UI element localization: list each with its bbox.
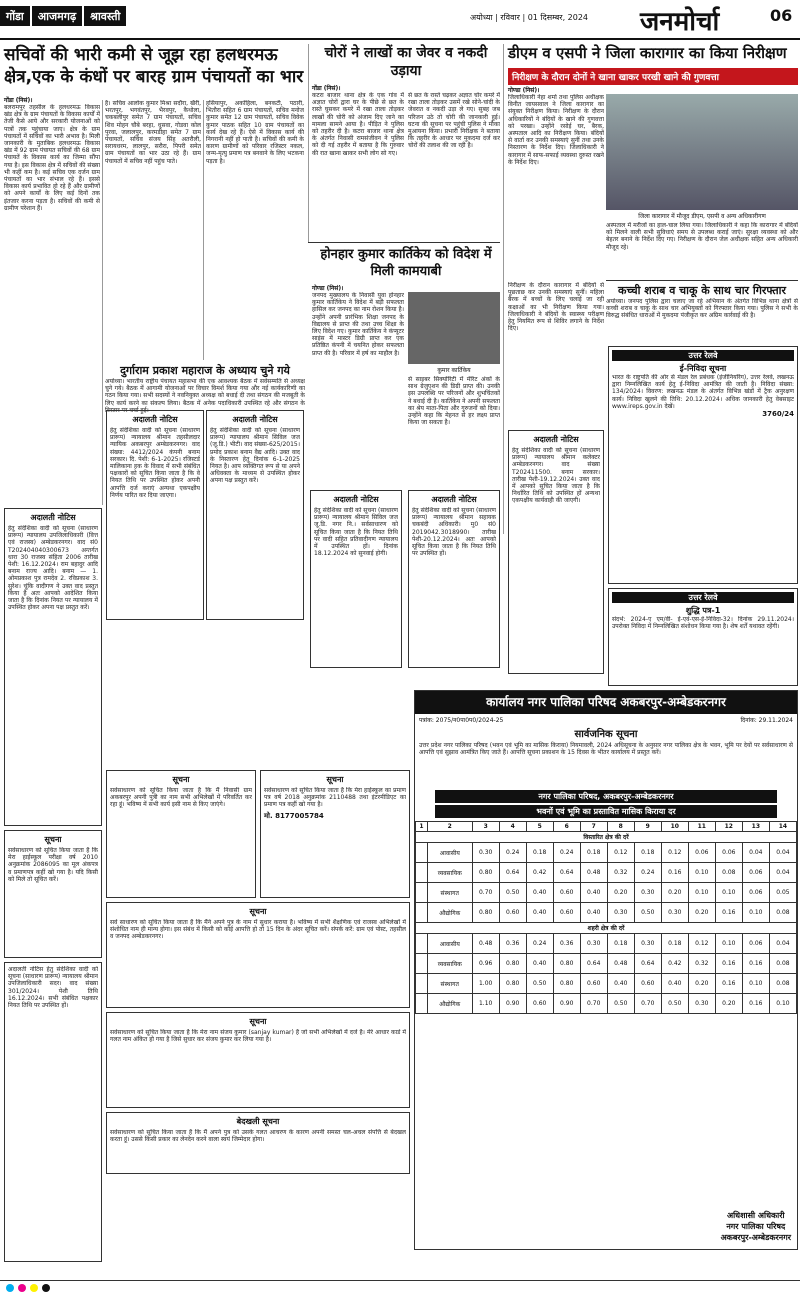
column-number: 14 xyxy=(769,822,796,832)
court-notice-4-title: अदालती नोटिस xyxy=(333,495,379,504)
eviction-notice: बेदखली सूचना सर्वसाधारण को सूचित किया जाता है कि मैं अपने पुत्र को उसके गलत आचरण के कारण अपनी समस्त चल-अचल संपत्ति से बेदखल करता हूं। उससे किसी प्रकार का लेनदेन करने वाला स्वयं जिम्मेदार होगा। xyxy=(106,1112,410,1174)
rate-cell: 0.16 xyxy=(715,974,742,994)
rate-cell: 0.24 xyxy=(634,863,661,883)
rate-cell: 0.42 xyxy=(661,954,688,974)
rate-cell: 0.16 xyxy=(661,863,688,883)
rate-table-title-1: नगर पालिका परिषद, अकबरपुर-अम्बेडकरनगर xyxy=(435,790,777,803)
rate-cell: 0.08 xyxy=(769,903,796,923)
story2-body-2: से साइबर सिक्योरिटी में मेरिट अंकों के साथ ग्रेजुएशन की डिग्री प्राप्त की। उनकी इस उपलब्धि पर परिजनों और शुभचिंतकों ने बधाई दी है। कार्तिकेय ने अपनी सफलता का श्रेय माता-पिता और गुरुजनों को दिया। उन्होंने कहा कि मेहनत से हर लक्ष्य प्राप्त किया जा सकता है। xyxy=(408,376,500,427)
signatory xyxy=(721,1210,791,1243)
rate-cell: 0.18 xyxy=(580,843,607,863)
court-notice-4: अदालती नोटिस हेतु संदेशिका वादी को सूचना (साधारण प्रारूप) न्यायालय श्रीमान सिविल जज जू.डि. नगर नि.। सर्वसाधारण को सूचित किया जाता है कि नियत तिथि पर वादी सहित प्रतिवादीगण न्यायालय में उपस्थित हों। दिनांक 18.12.2024 को सुनवाई होगी। xyxy=(310,490,402,668)
rate-cell: 0.60 xyxy=(634,974,661,994)
rate-cell: 0.64 xyxy=(634,954,661,974)
tab-azamgarh[interactable]: आजमगढ़ xyxy=(32,6,82,26)
court-notice-2-title: अदालती नोटिस xyxy=(132,415,178,424)
rate-cell: 0.12 xyxy=(688,934,715,954)
lead-story-body: बलरामपुर तहसील के हलधरमऊ विकास खंड क्षेत्र के ग्राम पंचायतों के विकास कार्यों में तेजी कैसे आये और सरकारी योजनाओं को पात्रों तक पहुंचाया जाए। क्षेत्र के ग्राम पंचायतों में सचिवों का भारी अभाव है। मिली जानकारी के मुताबिक हलधरमऊ विकास खंड में 92 ग्राम पंचायत सचिवों की 68 ग्राम पंचायतें के विकास कार्य का जिम्मा सौंपा गया है। इस विकास क्षेत्र में सचिवों की संख्या भी कहीं कम है। कई सचिव एक दर्जन ग्राम पंचायतों का भार संभाल रहे हैं। इससे विकास कार्य प्रभावित हो रहे हैं और ग्रामीणों को अपने कार्यों के लिए कई दिनों तक इंतजार करना पड़ता है। सचिवों की कमी से ग्रामीण परेशान हैं। xyxy=(4,104,100,212)
signatory-line-1: अधिशासी अधिकारी xyxy=(727,1211,785,1220)
tab-shravasti[interactable]: श्रावस्ती xyxy=(84,6,126,26)
rate-cell: 0.50 xyxy=(661,994,688,1014)
public-notice-5-title: सूचना xyxy=(249,1017,267,1026)
dm-story-body-3: निरीक्षण के दौरान कारागार में बंदियों से पूछताछ कर उनकी समस्याएं सुनीं। महिला बैरक में बच्चों के लिए चलाई जा रही कक्षाओं का भी निरीक्षण किया गया। जिलाधिकारी ने बंदियों के स्वास्थ्य परीक्षण हेतु नियमित रूप से शिविर लगाने के निर्देश दिए। xyxy=(508,282,604,333)
rate-cell: 0.20 xyxy=(661,883,688,903)
court-notice-lower: अदालती नोटिस हेतु संदेशिका वादी को सूचना (साधारण प्रारूप) न्यायालय श्रीमान उपजिलाधिकारी सदर। वाद संख्या 301/2024। पेशी तिथि 16.12.2024। सभी संबंधित पक्षकार नियत तिथि पर उपस्थित हों। xyxy=(4,962,102,1262)
rate-cell: 0.60 xyxy=(553,883,580,903)
public-notice-4-title: सूचना xyxy=(249,907,267,916)
column-number: 5 xyxy=(526,822,553,832)
dm-story-byline: गोण्डा (निसं)। xyxy=(508,87,540,94)
rate-table-title-2: भवनों एवं भूमि का प्रस्तावित मासिक किराया दर xyxy=(435,805,777,818)
usage-type-cell: संस्थागत xyxy=(427,974,472,994)
dm-story-headline: डीएम व एसपी ने जिला कारागार का किया निरीक्षण xyxy=(508,44,787,62)
rate-cell: 0.48 xyxy=(607,954,634,974)
public-notice-heading: सार्वजनिक सूचना xyxy=(574,729,638,740)
rate-cell: 0.04 xyxy=(769,934,796,954)
story3-headline: कच्ची शराब व चाकू के साथ चार गिरफ्तार xyxy=(618,284,786,297)
table-row xyxy=(416,934,797,954)
rate-cell: 0.50 xyxy=(634,903,661,923)
table-row xyxy=(416,883,797,903)
signatory-line-3: अकबरपुर-अम्बेडकरनगर xyxy=(720,1233,791,1242)
nagar-palika-title: कार्यालय नगर पालिका परिषद अकबरपुर-अम्बेडकरनगर xyxy=(415,691,797,714)
rate-cell: 0.40 xyxy=(607,974,634,994)
story-theft-body-2: से छत के रास्ते चढ़कर अज्ञात चोर कमरे में रखा ताला तोड़कर उसमें रखे सोने-चांदी के जेवरात व नकदी उड़ा ले गए। सुबह जब परिजन उठे तो चोरी की जानकारी हुई। घटना की सूचना पर पहुंची पुलिस ने मौका मुआयना किया। प्रभारी निरीक्षक ने बताया कि तहरीर के आधार पर मुकदमा दर्ज कर चोरों की तलाश की जा रही है। xyxy=(408,92,500,150)
rate-section-1: विस्तारित क्षेत्र की दरें xyxy=(416,832,797,843)
rate-cell: 0.40 xyxy=(526,883,553,903)
area-cell xyxy=(416,994,428,1014)
table-row xyxy=(416,974,797,994)
rate-cell: 0.10 xyxy=(742,974,769,994)
public-notice-3-title: सूचना xyxy=(326,775,344,784)
signatory-line-2: नगर पालिका परिषद xyxy=(726,1222,786,1231)
rate-cell: 0.48 xyxy=(580,863,607,883)
story3-body: अयोध्या। जनपद पुलिस द्वारा चलाए जा रहे अभियान के अंतर्गत विभिन्न थाना क्षेत्रों से कच्ची शराब व चाकू के साथ चार अभियुक्तों को गिरफ्तार किया गया। पुलिस ने सभी के विरुद्ध संबंधित धाराओं में मुकदमा पंजीकृत कर अग्रिम कार्रवाई की है। xyxy=(606,298,798,320)
rate-cell: 0.06 xyxy=(742,934,769,954)
usage-type-cell: संस्थागत xyxy=(427,883,472,903)
district-tabs xyxy=(0,6,126,26)
rate-cell: 0.18 xyxy=(607,934,634,954)
rate-cell: 0.80 xyxy=(499,954,526,974)
table-row xyxy=(416,843,797,863)
rate-cell: 0.30 xyxy=(580,934,607,954)
rate-cell: 0.24 xyxy=(553,843,580,863)
rate-cell: 0.10 xyxy=(715,934,742,954)
rate-cell: 0.16 xyxy=(742,954,769,974)
contact-number: मो. 8177005784 xyxy=(264,811,324,820)
rate-cell: 0.40 xyxy=(661,974,688,994)
rate-cell: 0.30 xyxy=(634,883,661,903)
story-theft-headline: चोरों ने लाखों का जेवर व नकदी उड़ाया xyxy=(324,45,488,79)
rate-cell: 1.10 xyxy=(472,994,499,1014)
area-cell xyxy=(416,903,428,923)
rate-cell: 0.04 xyxy=(769,843,796,863)
nagar-palika-body: उत्तर प्रदेश नगर पालिका परिषद (भवन एवं भूमि का मासिक किराया) नियमावली, 2024 अधिसूचना के अनुसार नगर पालिका क्षेत्र के भवन, भूमि पर देयों पर सर्वसाधारण से आपत्ति एवं सुझाव आमंत्रित किए जाते हैं। आपत्ति सूचना प्रकाशन के 15 दिवस के भीतर कार्यालय में प्रस्तुत करें। xyxy=(419,742,793,757)
dm-story-body: जिलाधिकारी नेहा शर्मा तथा पुलिस अधीक्षक विनीत जायसवाल ने जिला कारागार का संयुक्त निरीक्षण किया। निरीक्षण के दौरान अधिकारियों ने बंदियों के खाने की गुणवत्ता को परखा। उन्होंने रसोई घर, बैरक, अस्पताल आदि का निरीक्षण किया। बंदियों से वार्ता कर उनकी समस्याएं सुनीं तथा उनके निस्तारण के निर्देश दिए। जिलाधिकारी ने कारागार में साफ-सफाई व्यवस्था दुरुस्त रखने के निर्देश दिए। xyxy=(508,94,604,166)
table-row xyxy=(416,903,797,923)
nagar-palika-ad xyxy=(414,690,798,1250)
rate-cell: 0.06 xyxy=(742,883,769,903)
rate-cell: 0.40 xyxy=(526,954,553,974)
portrait-caption: कुमार कार्तिकेय xyxy=(437,367,471,374)
railway-tender-1: उत्तर रेलवे ई-निविदा सूचना भारत के राष्ट्रपति की ओर से मंडल रेल प्रबंधक (इंजीनियरिंग), उत्तर रेलवे, लखनऊ द्वारा निम्नलिखित कार्य हेतु ई-निविदा आमंत्रित की जाती है। निविदा संख्या: 134/2024। विवरण: लखनऊ मंडल के अंतर्गत विभिन्न खंडों में ट्रैक अनुरक्षण कार्य। निविदा खुलने की तिथि: 20.12.2024। अधिक जानकारी हेतु वेबसाइट www.ireps.gov.in देखें। 3760/24 xyxy=(608,346,798,584)
story2-headline: होनहार कुमार कार्तिकेय को विदेश में मिली कामयाबी xyxy=(320,247,492,279)
public-notice-1-title: सूचना xyxy=(44,835,62,844)
rate-cell: 0.06 xyxy=(742,863,769,883)
story4-body: अयोध्या। भारतीय राष्ट्रीय पंचायत महासभा की एक आवश्यक बैठक में सर्वसम्मति से अध्यक्ष चुने गये। बैठक में आगामी योजनाओं पर विचार विमर्श किया गया और नई कार्यकारिणी का गठन किया गया। सभी सदस्यों ने नवनियुक्त अध्यक्ष को बधाई दी तथा संगठन की मजबूती के लिए कार्य करने का संकल्प लिया। बैठक में अनेक पदाधिकारी उपस्थित रहे और संगठन के विस्तार पर चर्चा हुई। xyxy=(105,378,305,414)
public-notice-4: सूचना सर्व साधारण को सूचित किया जाता है कि मैंने अपने पुत्र के नाम में सुधार कराया है। भविष्य में सभी शैक्षणिक एवं राजस्व अभिलेखों में संशोधित नाम ही मान्य होगा। इस संबंध में किसी को कोई आपत्ति हो तो 15 दिन के अंदर सूचित करें। संपर्क करें: ग्राम एवं पोस्ट, तहसील व जनपद अम्बेडकरनगर। xyxy=(106,902,410,1008)
rate-cell: 0.10 xyxy=(715,883,742,903)
rate-cell: 0.70 xyxy=(634,994,661,1014)
rate-cell: 0.16 xyxy=(715,954,742,974)
rate-cell: 0.30 xyxy=(634,934,661,954)
rate-cell: 0.18 xyxy=(526,843,553,863)
rate-cell: 0.40 xyxy=(526,903,553,923)
column-number-row xyxy=(416,822,797,832)
rate-section-2: शहरी क्षेत्र की दरें xyxy=(416,923,797,934)
rate-cell: 0.30 xyxy=(661,903,688,923)
public-notice-3: सूचना सर्वसाधारण को सूचित किया जाता है कि मेरा हाईस्कूल का प्रमाण पत्र वर्ष 2018 अनुक्रमांक 2110488 तथा इंटरमीडिएट का प्रमाण पत्र कहीं खो गया है। मो. 8177005784 xyxy=(260,770,410,898)
portrait-photo xyxy=(408,292,500,364)
court-notice-2: अदालती नोटिस हेतु संदेशिका वादी को सूचना (साधारण प्रारूप) न्यायालय श्रीमान तहसीलदार न्यायिक अकबरपुर अम्बेडकरनगर। वाद संख्या: 4412/2024 कंपनी बनाम सरकार। दि. पेशी: 6-1-2025। रजिस्टर्ड मालिकाना हक के विवाद में सभी संबंधित पक्षकारों को सूचित किया जाता है कि वे नियत तिथि पर उपस्थित होकर अपनी आपत्ति दर्ज कराएं अन्यथा एकपक्षीय निर्णय पारित कर दिया जाएगा। xyxy=(106,410,204,620)
jail-photo-caption: जिला कारागार में मौजूद डीएम, एसपी व अन्य अधिकारीगण xyxy=(638,213,766,220)
public-notice-2-title: सूचना xyxy=(172,775,190,784)
dm-story-deck: निरीक्षण के दौरान दोनों ने खाना खाकर परखी खाने की गुणवत्ता xyxy=(508,68,798,85)
rate-cell: 0.04 xyxy=(742,843,769,863)
court-notice-3: अदालती नोटिस हेतु संदेशिका वादी को सूचना (साधारण प्रारूप) न्यायालय श्रीमान सिविल जज (जू.डि.) भीटी। वाद संख्या-625/2015। प्रमोद प्रकाश बनाम वैद्य आदि। उक्त वाद के निस्तारण हेतु दिनांक 6-1-2025 नियत है। आप व्यक्तिगत रूप से या अपने अधिवक्ता के माध्यम से उपस्थित होकर अपना पक्ष प्रस्तुत करें। xyxy=(206,410,304,620)
rate-cell: 0.20 xyxy=(607,883,634,903)
rate-cell: 0.08 xyxy=(769,974,796,994)
court-notice-3-title: अदालती नोटिस xyxy=(232,415,278,424)
rate-cell: 0.90 xyxy=(499,994,526,1014)
court-notice-1: अदालती नोटिस हेतु संदेशिका वादी को सूचना (साधारण प्रारूप) न्यायालय उपजिलाधिकारी (वित्त एवं राजस्व) अम्बेडकरनगर। वाद सं0 T202404040300673 अन्तर्गत धारा 30 राजस्व संहिता 2006 तारीख पेशी: 16.12.2024। राम बहादुर आदि बनाम राज्य आदि। बनाम — 1. ओमप्रकाश पुत्र रामदेव 2. रविप्रकाश 3. सुरेश। चूंकि वादीगण ने उक्त वाद प्रस्तुत किया है अतः आपको आदेशित किया जाता है कि दिनांक नियत पर न्यायालय में उपस्थित होकर अपना पक्ष प्रस्तुत करें। xyxy=(4,508,102,826)
rate-cell: 0.80 xyxy=(499,974,526,994)
rate-cell: 0.18 xyxy=(661,934,688,954)
column-number: 10 xyxy=(661,822,688,832)
e-tender-number: 3760/24 xyxy=(762,410,794,419)
rate-cell: 0.50 xyxy=(607,994,634,1014)
column-number: 6 xyxy=(553,822,580,832)
public-notice-5: सूचना सर्वसाधारण को सूचित किया जाता है कि मेरा नाम संजय कुमार (sanjay kumar) है जो सभी अभिलेखों में दर्ज है। मेरे आधार कार्ड में गलत नाम अंकित हो गया है जिसे सुधार कर संजय कुमार कर लिया गया है। xyxy=(106,1012,410,1108)
story2-body: जनपद मुख्यालय के निवासी युवा होनहार कुमार कार्तिकेय ने विदेश में बड़ी सफलता हासिल कर जनपद का नाम रोशन किया है। उन्होंने अपनी प्रारंभिक शिक्षा जनपद के विद्यालय से प्राप्त की तथा उच्च शिक्षा के लिए विदेश गए। कुमार कार्तिकेय ने कंप्यूटर साइंस में मास्टर डिग्री प्राप्त कर एक प्रतिष्ठित कंपनी में चयनित होकर सफलता प्राप्त की है। परिवार में हर्ष का माहौल है। xyxy=(312,292,404,357)
rate-cell: 0.18 xyxy=(634,843,661,863)
newspaper-logo: जनमोर्चा xyxy=(640,7,720,37)
rate-cell: 0.80 xyxy=(553,974,580,994)
usage-type-cell: आवासीय xyxy=(427,843,472,863)
court-notice-5: अदालती नोटिस हेतु संदेशिका वादी को सूचना (साधारण प्रारूप) न्यायालय श्रीमान सहायक चकबंदी अधिकारी। मु0 सं0 2019042.3018990। तारीख पेशी-20.12.2024। अतः आपको सूचित किया जाता है कि नियत तिथि पर उपस्थित हों। xyxy=(408,490,500,668)
court-notice-6-title: अदालती नोटिस xyxy=(533,435,579,444)
lead-headline: सचिवों की भारी कमी से जूझ रहा हलधरमऊ क्षेत्र,एक के कंधों पर बारह ग्राम पंचायतों का भार xyxy=(4,45,304,87)
rate-cell: 0.96 xyxy=(472,954,499,974)
usage-type-cell: औद्योगिक xyxy=(427,994,472,1014)
court-notice-1-title: अदालती नोटिस xyxy=(30,513,76,522)
rate-cell: 0.80 xyxy=(553,954,580,974)
rate-cell: 0.64 xyxy=(580,954,607,974)
area-cell xyxy=(416,883,428,903)
rate-cell: 0.04 xyxy=(769,863,796,883)
rate-cell: 0.32 xyxy=(607,863,634,883)
rate-cell: 0.70 xyxy=(472,883,499,903)
area-cell xyxy=(416,954,428,974)
nagar-palika-ref: पत्रांक: 2075/न0पा0प0/2024-25 xyxy=(419,717,504,724)
rate-cell: 0.16 xyxy=(742,994,769,1014)
rate-cell: 0.50 xyxy=(499,883,526,903)
rate-table xyxy=(415,821,797,1014)
table-row xyxy=(416,863,797,883)
column-number: 13 xyxy=(742,822,769,832)
tab-gonda[interactable]: गोंडा xyxy=(0,6,30,26)
railway-tender-2: उत्तर रेलवे शुद्धि पत्र-1 संदर्भ: 2024-ए एम/वी- ई-एवं-एस-ई-निविदा-32। दिनांक 29.11.2024। उपरोक्त निविदा में निम्नलिखित संशोधन किया गया है। शेष शर्तें यथावत रहेंगी। xyxy=(608,588,798,686)
column-number: 12 xyxy=(715,822,742,832)
story-theft-body: कटरा बाजार थाना क्षेत्र के एक गांव में अज्ञात चोरों द्वारा घर के पीछे से छत के रास्ते घुसकर कमरे में रखा ताला तोड़कर लाखों की चोरी को अंजाम दिए जाने का मामला सामने आया है। पीड़ित ने पुलिस को तहरीर दी है। कटरा बाजार थाना क्षेत्र के अंतर्गत निवासी रामसंजीवन ने पुलिस को दी गई तहरीर में बताया है कि गुरुवार की रात खाना खाकर सभी लोग सो गए। xyxy=(312,92,404,157)
public-notice-2: सूचना सर्वसाधारण को सूचित किया जाता है कि मैं निवासी ग्राम अकबरपुर अपनी पुत्री का नाम सभी अभिलेखों में परिवर्तित कर रहा हूं। भविष्य में सभी कार्य इसी नाम से किए जाएंगे। xyxy=(106,770,256,898)
court-notice-6: अदालती नोटिस हेतु संदेशिका वादी को सूचना (साधारण प्रारूप) न्यायालय श्रीमान कलेक्टर अम्बेडकरनगर। वाद संख्या T202411500. बनाम सरकार। तारीख पेशी-19.12.2024। उक्त वाद में आपको सूचित किया जाता है कि निर्धारित तिथि को उपस्थित हों अन्यथा एकपक्षीय कार्यवाही की जाएगी। xyxy=(508,430,604,674)
dm-story-body-2: अस्पताल में मरीजों का हाल-चाल लिया गया। जिलाधिकारी ने कहा कि कारागार में बंदियों को मिलने वाली सभी सुविधाएं समय से उपलब्ध कराई जाएं। सुरक्षा व्यवस्था को और बेहतर बनाने के निर्देश दिए गए। निरीक्षण के दौरान जेल अधीक्षक सहित अन्य अधिकारी मौजूद रहे। xyxy=(606,222,798,251)
masthead xyxy=(0,0,800,40)
usage-type-cell: आवासीय xyxy=(427,934,472,954)
rate-cell: 0.36 xyxy=(499,934,526,954)
table-row xyxy=(416,954,797,974)
rate-cell: 0.64 xyxy=(553,863,580,883)
rate-cell: 0.60 xyxy=(553,903,580,923)
story4-headline: दुर्गाराम प्रकाश महाराज के अध्याय चुने गये xyxy=(120,364,290,377)
rate-cell: 0.60 xyxy=(580,974,607,994)
rate-cell: 0.24 xyxy=(499,843,526,863)
rate-cell: 0.60 xyxy=(526,994,553,1014)
lead-byline: गोंडा (निसं)। xyxy=(4,97,33,104)
column-number: 1 xyxy=(416,822,428,832)
lead-story-body-3: हसियापुर, अकोहिला, बनकटी, पठारी, भितौरा सहित 6 ग्राम पंचायतों, सचिव मनोज कुमार समेत 12 ग्राम पंचायतों, सचिव विवेक कुमार पाठक सहित 10 ग्राम पंचायतों का कार्य देख रहे हैं। ऐसे में विकास कार्य की निगरानी नहीं हो पाती है। सचिवों की कमी के कारण ग्रामीणों को परिवार रजिस्टर नकल, जन्म-मृत्यु प्रमाण पत्र बनवाने के लिए भटकना पड़ता है। xyxy=(206,100,304,165)
rate-cell: 0.08 xyxy=(769,954,796,974)
rate-cell: 0.32 xyxy=(688,954,715,974)
page-number: 06 xyxy=(770,6,793,25)
eviction-notice-title: बेदखली सूचना xyxy=(236,1117,280,1126)
lead-story-body-2: है। सचिव आलोक कुमार मिश्रा सदौरा, खैरी, भरतपुर, भगवंतपुर, भैरवपुर, कैथोला, चकबलीपुर समेत 7 ग्राम पंचायतों, सचिव शिव मोहन चौबे बरहा, धुसवा, गोडवा कोल पुरवा, जलालपुर, करमडीहा समेत 7 ग्राम पंचायतों, सचिव संजय सिंह अतरौली, सरायधरम, लालपुर, सरौरा, पिपरी समेत ग्राम पंचायतों का भार उठा रहे हैं। ग्राम पंचायतों में सचिव नहीं पहुंच पाते। xyxy=(105,100,201,165)
area-cell xyxy=(416,934,428,954)
corrigendum-title: शुद्धि पत्र-1 xyxy=(685,606,721,615)
column-number: 8 xyxy=(607,822,634,832)
public-notice-1: सूचना सर्वसाधारण को सूचित किया जाता है कि मेरा हाईस्कूल परीक्षा वर्ष 2010 अनुक्रमांक 2086095 का मूल अंकपत्र व प्रमाणपत्र कहीं खो गया है। यदि किसी को मिले तो सूचित करें। xyxy=(4,830,102,958)
area-cell xyxy=(416,843,428,863)
rate-cell: 0.30 xyxy=(607,903,634,923)
table-row xyxy=(416,994,797,1014)
rate-cell: 0.42 xyxy=(526,863,553,883)
rate-cell: 0.10 xyxy=(688,863,715,883)
rate-cell: 0.64 xyxy=(499,863,526,883)
rate-cell: 0.10 xyxy=(742,903,769,923)
rate-cell: 0.50 xyxy=(526,974,553,994)
rate-cell: 0.40 xyxy=(580,883,607,903)
rate-cell: 0.06 xyxy=(688,843,715,863)
story-theft-byline: गोंडा (निसं)। xyxy=(312,85,341,92)
usage-type-cell: व्यवसायिक xyxy=(427,863,472,883)
rate-cell: 0.36 xyxy=(553,934,580,954)
jail-inspection-photo xyxy=(606,94,798,210)
rate-cell: 0.20 xyxy=(688,903,715,923)
column-number: 4 xyxy=(499,822,526,832)
usage-type-cell: औद्योगिक xyxy=(427,903,472,923)
rate-cell: 0.16 xyxy=(715,903,742,923)
rate-cell: 0.70 xyxy=(580,994,607,1014)
rate-cell: 0.30 xyxy=(688,994,715,1014)
railway-tender-2-title: उत्तर रेलवे xyxy=(612,592,794,603)
rate-cell: 0.30 xyxy=(472,843,499,863)
column-number: 2 xyxy=(427,822,472,832)
rate-cell: 0.05 xyxy=(769,883,796,903)
column-number: 7 xyxy=(580,822,607,832)
rate-cell: 0.80 xyxy=(472,903,499,923)
usage-type-cell: व्यवसायिक xyxy=(427,954,472,974)
rate-cell: 0.08 xyxy=(715,863,742,883)
rate-cell: 0.10 xyxy=(769,994,796,1014)
nagar-palika-date: दिनांक: 29.11.2024 xyxy=(740,717,793,724)
rate-cell: 0.20 xyxy=(688,974,715,994)
area-cell xyxy=(416,863,428,883)
rate-cell: 0.40 xyxy=(580,903,607,923)
rate-cell: 1.00 xyxy=(472,974,499,994)
area-cell xyxy=(416,974,428,994)
court-notice-5-title: अदालती नोटिस xyxy=(431,495,477,504)
column-number: 11 xyxy=(688,822,715,832)
e-tender-title: ई-निविदा सूचना xyxy=(679,364,727,373)
rate-cell: 0.48 xyxy=(472,934,499,954)
registration-bar xyxy=(0,1280,800,1294)
rate-cell: 0.60 xyxy=(499,903,526,923)
story2-byline: गोण्डा (निसं)। xyxy=(312,285,344,292)
railway-tender-1-title: उत्तर रेलवे xyxy=(612,350,794,361)
rate-cell: 0.90 xyxy=(553,994,580,1014)
dateline: अयोध्या | रविवार | 01 दिसम्बर, 2024 xyxy=(470,13,589,22)
rate-cell: 0.80 xyxy=(472,863,499,883)
rate-cell: 0.24 xyxy=(526,934,553,954)
rate-cell: 0.20 xyxy=(715,994,742,1014)
rate-cell: 0.12 xyxy=(607,843,634,863)
rate-cell: 0.10 xyxy=(688,883,715,903)
column-number: 9 xyxy=(634,822,661,832)
column-number: 3 xyxy=(472,822,499,832)
rate-cell: 0.12 xyxy=(661,843,688,863)
rate-cell: 0.06 xyxy=(715,843,742,863)
